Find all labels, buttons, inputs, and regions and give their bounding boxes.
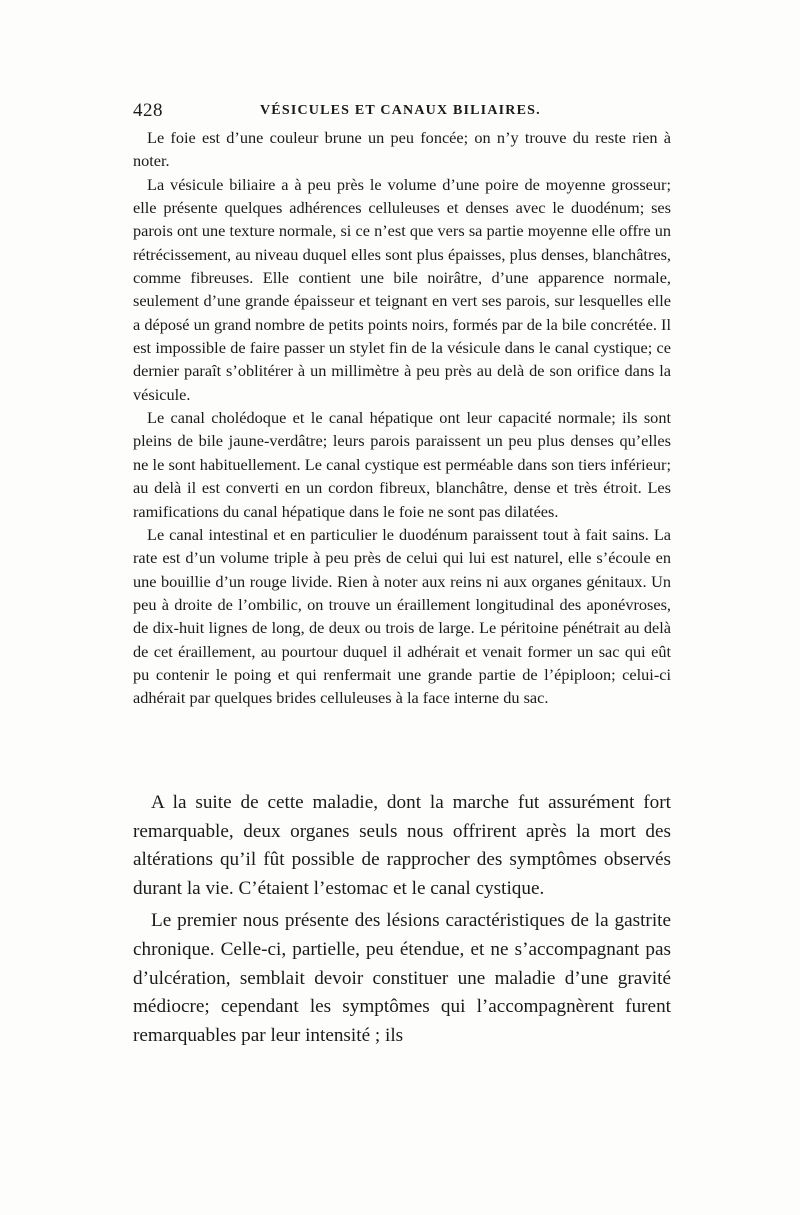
- paragraph-commentary-2: Le premier nous présente des lésions caractéristiques de la gastrite chronique. Celle-ci, partielle, peu étendue, et ne s’accompagnant pas d’ulcération, semblait devoir constituer une maladie d’une gravité médiocre; cependant les symptômes qui l’accompagnèrent furent remarquables par leur intensité ; ils: [133, 910, 671, 1046]
- paragraph-vesicule: La vésicule biliaire a à peu près le volume d’une poire de moyenne grosseur; elle présente quelques adhérences celluleuses et denses avec le duodénum; ses parois ont une texture normale, si ce n’est que vers sa partie moyenne elle offre un rétrécissement, au niveau duquel elles sont plus épaisses, plus denses, blanchâtres, comme fibreuses. Elle contient une bile noirâtre, d’une apparence normale, seulement d’une grande épaisseur et teignant en vert ses parois, sur lesquelles elle a déposé un grand nombre de petits points noirs, formés par de la bile concrétée. Il est impossible de faire passer un stylet fin de la vésicule dans le canal cystique; ce dernier paraît s’oblitérer à un millimètre à peu près au delà de son orifice dans la vésicule.: [133, 174, 671, 404]
- observation-text: [133, 126, 671, 710]
- paragraph-canal-intestinal: Le canal intestinal et en particulier le duodénum paraissent tout à fait sains. La rate est d’un volume triple à peu près de celui qui lui est naturel, elle s’écoule en une bouillie d’un rouge livide. Rien à noter aux reins ni aux organes génitaux. Un peu à droite de l’ombilic, on trouve un éraillement longitudinal des aponévroses, de dix-huit lignes de long, de deux ou trois de large. Le péritoine pénétrait au delà de cet éraillement, au pourtour duquel il adhérait et venait former un sac qui eût pu contenir le poing et qui renfermait une grande partie de l’épiploon; celui-ci adhérait par quelques brides celluleuses à la face interne du sac.: [133, 524, 671, 708]
- paragraph-canal-choledoque: Le canal cholédoque et le canal hépatique ont leur capacité normale; ils sont pleins de bile jaune-verdâtre; leurs parois paraissent un peu plus denses qu’elles ne le sont habituellement. Le canal cystique est perméable dans son tiers inférieur; au delà il est converti en un cordon fibreux, blanchâtre, dense et très étroit. Les ramifications du canal hépatique dans le foie ne sont pas dilatées.: [133, 408, 671, 521]
- paragraph-commentary-1: A la suite de cette maladie, dont la marche fut assurément fort remarquable, deux organes seuls nous offrirent après la mort des altérations qu’il fût possible de rapprocher des symptômes observés durant la vie. C’étaient l’estomac et le canal cystique.: [133, 792, 671, 899]
- page-header: [133, 100, 673, 122]
- running-head: VÉSICULES ET CANAUX BILIAIRES.: [260, 103, 541, 118]
- commentary-text: [133, 789, 671, 1050]
- page-number: 428: [133, 100, 163, 121]
- paragraph-foie: Le foie est d’une couleur brune un peu foncée; on n’y trouve du reste rien à noter.: [133, 128, 671, 171]
